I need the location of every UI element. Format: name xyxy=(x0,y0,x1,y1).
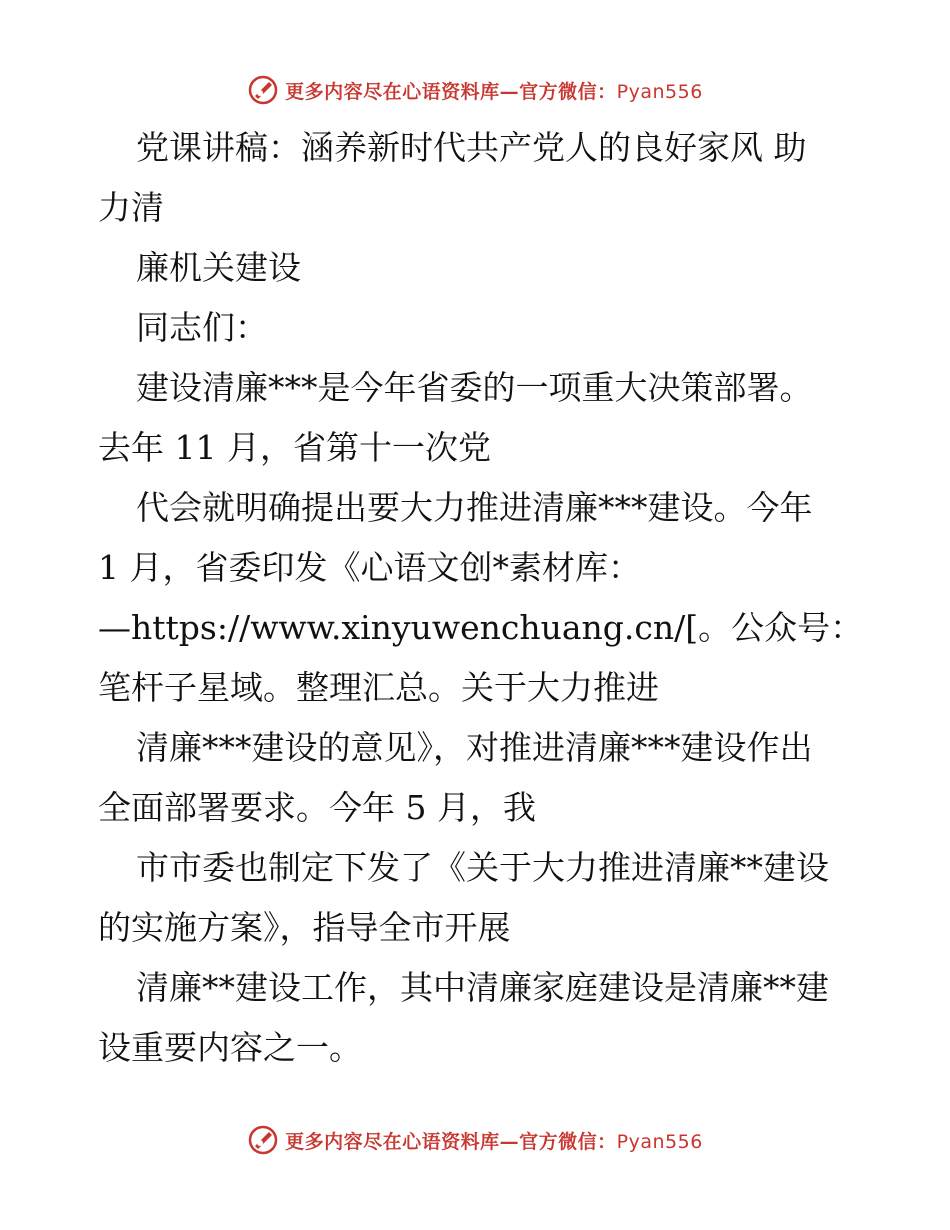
watermark-text xyxy=(285,77,703,104)
header-watermark xyxy=(0,70,950,110)
watermark-text xyxy=(285,1127,703,1154)
salutation: 同志们： xyxy=(136,308,268,347)
body-line: 的实施方案》，指导全市开展 xyxy=(98,908,511,947)
brand-logo-icon xyxy=(247,74,279,106)
title-line-3: 廉机关建设 xyxy=(136,248,301,287)
body-line: 1 月，省委印发《心语文创*素材库： xyxy=(98,548,641,587)
watermark-site-text: 更多内容尽在心语资料库—官方微信： xyxy=(285,80,617,103)
watermark-site-text: 更多内容尽在心语资料库—官方微信： xyxy=(285,1130,617,1153)
title-line-2: 力清 xyxy=(98,188,164,227)
footer-watermark xyxy=(0,1120,950,1160)
body-line: 市市委也制定下发了《关于大力推进清廉**建设 xyxy=(136,848,829,887)
brand-logo-icon xyxy=(247,1124,279,1156)
body-line: 清廉***建设的意见》，对推进清廉***建设作出 xyxy=(136,728,813,767)
body-line: 笔杆子星域。整理汇总。关于大力推进 xyxy=(98,668,659,707)
watermark-contact: Pyan556 xyxy=(616,1130,703,1153)
body-line: 全面部署要求。今年 5 月，我 xyxy=(98,788,536,827)
body-line: 设重要内容之一。 xyxy=(98,1028,362,1067)
body-line: 建设清廉***是今年省委的一项重大决策部署。 xyxy=(136,368,813,407)
body-line: —https://www.xinyuwenchuang.cn/[。公众号： xyxy=(98,608,864,647)
watermark-contact: Pyan556 xyxy=(616,80,703,103)
body-line: 去年 11 月，省第十一次党 xyxy=(98,428,491,467)
document-body xyxy=(98,118,864,1078)
body-line: 清廉**建设工作，其中清廉家庭建设是清廉**建 xyxy=(136,968,829,1007)
title-line-1: 党课讲稿：涵养新时代共产党人的良好家风 助 xyxy=(136,128,807,167)
body-line: 代会就明确提出要大力推进清廉***建设。今年 xyxy=(136,488,813,527)
